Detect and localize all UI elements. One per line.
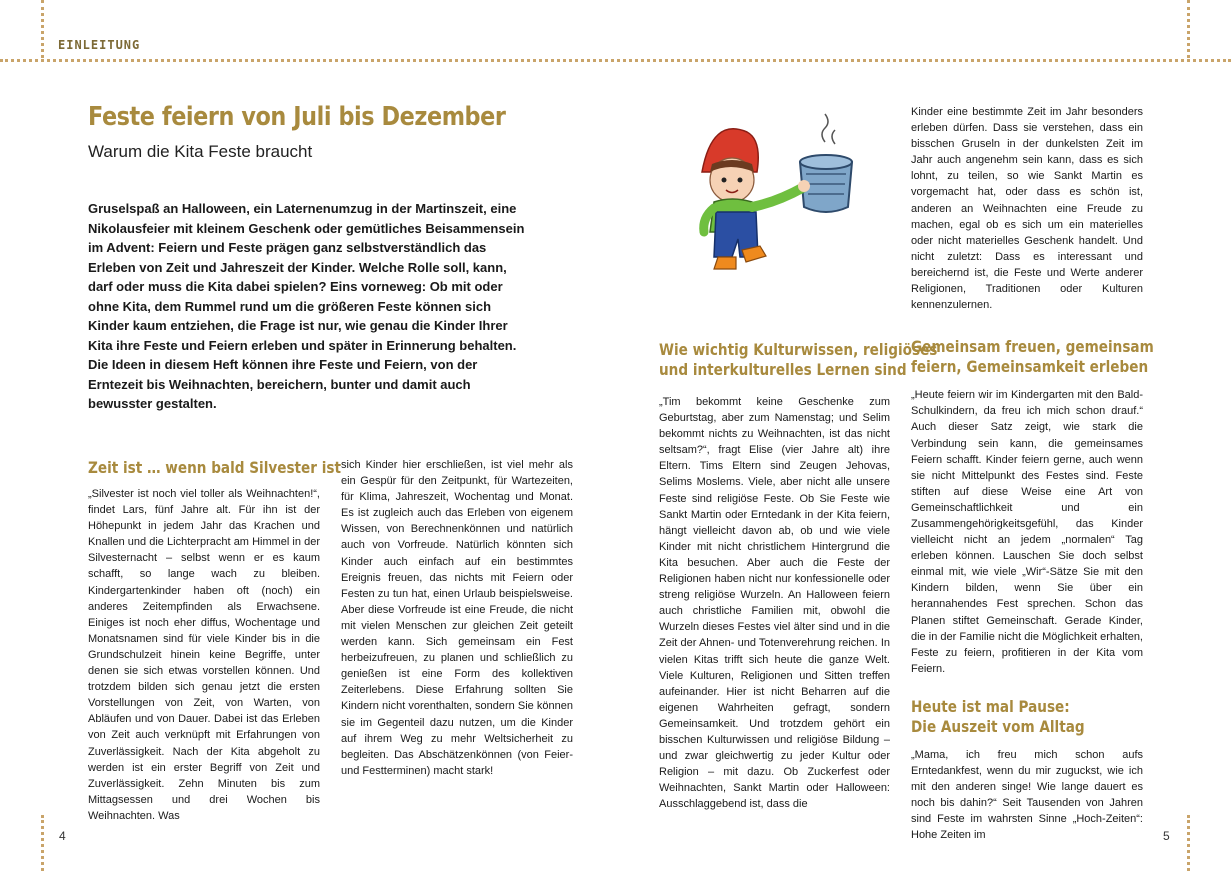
page-title: Feste feiern von Juli bis Dezember xyxy=(88,102,506,132)
top-dotted-rule xyxy=(0,59,1231,62)
section-heading-pause xyxy=(911,697,1108,737)
body-text: Kinder eine bestimmte Zeit im Jahr besonders erleben dürfen. Dass sie verstehen, dass ein bisschen Gruseln in der dunkelsten Zeit im Jahr auch angenehm sein kann, dass es sich lohnt, zu teilen, so wie Sankt Martin es vorgemacht hat, oder dass es schön ist, anderen an Weihnachten eine Freude zu machen, egal ob es sich um ein materielles oder nicht materielles Geschenk handelt. Und nicht zuletzt: Dass es interessant und bereichernd ist, die Feste und Werte anderer Religionen, Traditionen oder Kulturen kennenzulernen. xyxy=(911,106,1143,312)
column-3 xyxy=(659,340,938,812)
left-dotted-rule-lower xyxy=(41,815,44,871)
section-heading-together xyxy=(911,337,1154,377)
left-dotted-rule xyxy=(41,0,44,58)
body-text: „Silvester ist noch viel toller als Weihnachten!“, findet Lars, fünf Jahre alt. Für ihn ist der Höhepunkt in jedem Jahr das Krachen und Knallen und die Lichterpracht am Himmel in der Silvesternacht – selbst wenn er es kaum schafft, so lange wach zu bleiben. Kindergartenkinder haben oft (noch) ein anderes Zeitempfinden als Erwachsene. Einiges ist noch eher diffus, Wochentage und Monatsnamen sind für viele Kinder bis in die Grundschulzeit hinein keine Begriffe, unter denen sie sich etwas vorstellen können. Und trotzdem bilden sich genau jetzt die ersten Vorstellungen von Zeit, von Warten, von Abläufen und von Dauer. Dabei ist das Erleben von Zeit auch verknüpft mit Erfahrungen von Zuverlässigkeit. Nach der Kita abgeholt zu werden ist ein erster Begriff von Zeit und Zuverlässigkeit. Zehn Minuten bis zum Mittagsessen und drei Wochen bis Weihnachten. Was xyxy=(88,488,320,822)
column-1 xyxy=(88,458,341,824)
heading-line: und interkulturelles Lernen sind xyxy=(659,360,907,379)
column-2 xyxy=(341,457,573,779)
body-text: „Tim bekommt keine Geschenke zum Geburtstag, aber zum Namenstag; und Selim bekommt nichts zu Weihnachten, ist das nicht seltsam?“, fragt Elise (vier Jahre alt) ihre Eltern. Tims Eltern sind Zeugen Jehovas, Selims Moslems. Viele, aber nicht alle unsere Feste sind religiöse Feste. Ob Sie Feste wie Sankt Martin oder Erntedank in der Kita feiern, hängt vielleicht davon ab, ob und wie viele Kinder mit nicht christlichem Hintergrund die Kita besuchen. Aber auch die Feste der Religionen haben nicht nur konfessionelle oder streng religiöse Wurzeln. An Halloween feiern auch christliche Familien mit, obwohl die Wurzeln dieses Festes viel älter sind und in die Zeit der Ahnen- und Totenverehrung reichen. In vielen Kitas trifft sich heute die ganze Welt. Viele Kulturen, Religionen und Sitten treffen aufeinander. Hier ist nicht Beharren auf die eigenen Wahrheiten gefragt, sondern Gemeinsamkeit. Und trotzdem gehört ein bisschen Kulturwissen und religiöse Bildung – und zwar gleichwertig zu jeder Kultur oder Religion – mit dazu. Ob Zuckerfest oder Weihnachten, Sankt Martin oder Halloween: Ausschlaggebend ist, dass die xyxy=(659,396,890,811)
section-label: EINLEITUNG xyxy=(58,38,141,52)
section-heading-time: Zeit ist … wenn bald Silvester ist xyxy=(88,458,341,477)
heading-line: feiern, Gemeinsamkeit erleben xyxy=(911,357,1149,377)
heading-line: Heute ist mal Pause: xyxy=(911,696,1070,716)
body-text: „Heute feiern wir im Kindergarten mit den Bald-Schulkindern, da freu ich mich schon drauf.“ Auch dieser Satz zeigt, wie stark die Verbindung sein kann, die gemeinsames Feiern schafft. Kinder feiern gerne, auch wenn sie nicht Mittelpunkt des Festes sind. Feste stiften auf diese Weise eine Art von Gemeinschaftlichkeit und ein Zusammengehörigkeitsgefühl, das Kinder vielleicht nicht an jedem „normalen“ Tag erleben können. Lauschen Sie doch selbst einmal mit, wie viele „Wir“-Sätze Sie mit den Kindern bilden, wenn Sie über ein herannahendes Fest sprechen. Schon das Planen stiftet Gemeinschaft. Gerade Kinder, die in der Familie nicht die Möglichkeit erhalten, Feste zu feiern, profitieren in der Kita vom Feiern. xyxy=(911,389,1143,675)
right-dotted-rule xyxy=(1187,0,1190,58)
body-text: sich Kinder hier erschließen, ist viel mehr als ein Gespür für den Zeitpunkt, für Wartezeiten, für Klima, Jahreszeit, Wochentag und Monat. Es ist zugleich auch das Erleben von eigenem Wissen, von Berechnenkönnen und natürlich auch von Vorfreude. Natürlich könnten sich Kinder auch einfach auf ein bestimmtes Ereignis freuen, das nichts mit Feiern oder Festen zu tun hat, einen Urlaub beispielsweise. Aber diese Vorfreude ist eine Freude, die nicht mit vielen Menschen zur gleichen Zeit geteilt werden kann. Sich gemeinsam ein Fest herbeizufreuen, zu planen und schließlich zu genießen ist eine Form des kollektiven Zeiterlebens. Diese Erfahrung sollten Sie Kindern nicht vorenthalten, sondern Sie können sie im Gegenteil dazu nutzen, um die Kinder auf ihrem Weg zu mehr Weltsicherheit zu begleiten. Das Abschätzenkönnen (von Feier- und Festterminen) macht stark! xyxy=(341,459,573,777)
heading-line: Wie wichtig Kulturwissen, religiöses xyxy=(659,340,938,359)
page-number-right: 5 xyxy=(1163,829,1170,843)
heading-line: Die Auszeit vom Alltag xyxy=(911,716,1085,736)
column-4 xyxy=(911,104,1154,843)
child-with-mug-illustration xyxy=(680,112,855,287)
page-number-left: 4 xyxy=(59,829,66,843)
body-text: „Mama, ich freu mich schon aufs Erntedankfest, wenn du mir zuguckst, wie ich mit den anderen singe! Wie lange dauert es noch bis dahin?“ Seit Tausenden von Jahren sind Feste im wahrsten Sinne „Hoch-Zeiten“: Hohe Zeiten im xyxy=(911,748,1143,842)
page-subtitle: Warum die Kita Feste braucht xyxy=(88,142,313,161)
heading-line: Gemeinsam freuen, gemeinsam xyxy=(911,337,1154,357)
intro-paragraph: Gruselspaß an Halloween, ein Laternenumzug in der Martinszeit, eine Nikolausfeier mit kleinem Geschenk oder gemütliches Beisammensein im Advent: Feiern und Feste prägen ganz selbstverständlich das Erleben von Zeit und Jahreszeit der Kinder. Welche Rolle soll, kann, darf oder muss die Kita dabei spielen? Eins vorneweg: Ob mit oder ohne Kita, dem Rummel rund um die größeren Feste können sich Kinder kaum entziehen, die Frage ist nur, wie genau die Kinder Ihrer Kita ihre Feste und Feiern erleben und später in Erinnerung behalten. Die Ideen in diesem Heft können ihre Feste und Feiern, von der Erntezeit bis Weihnachten, bereichern, bunter und damit auch bewusster gestalten. xyxy=(88,201,525,411)
section-heading-culture xyxy=(659,340,938,380)
right-dotted-rule-lower xyxy=(1187,815,1190,871)
